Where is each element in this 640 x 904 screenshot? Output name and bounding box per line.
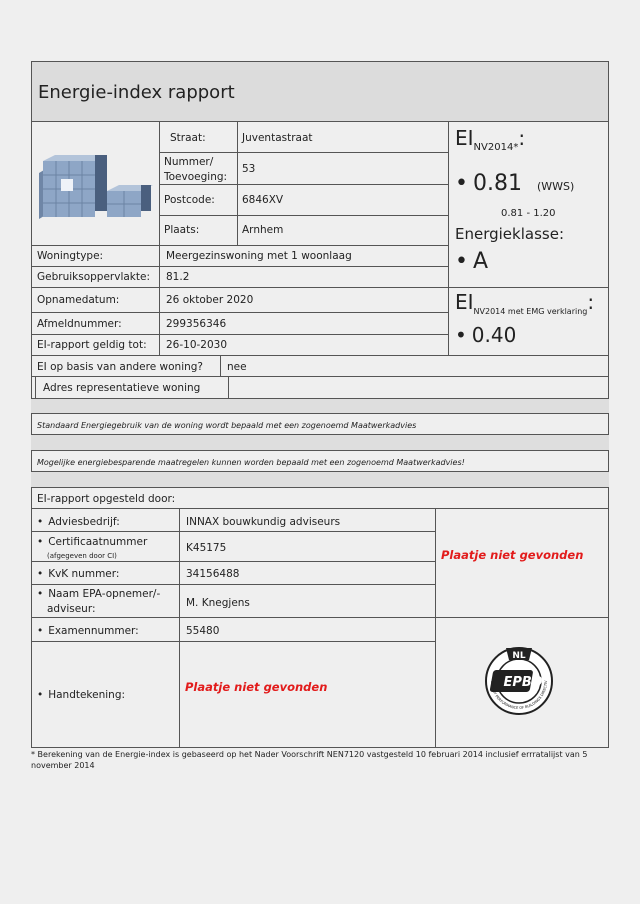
oppervlakte-value: 81.2 — [166, 271, 190, 283]
geldig-value: 26-10-2030 — [166, 339, 228, 351]
straat-value: Juventastraat — [242, 132, 313, 144]
ei-unit: (WWS) — [536, 180, 575, 193]
oppervlakte-label: Gebruiksoppervlakte: — [37, 271, 150, 283]
svg-text:ENERGY PERFORMANCE OF BUILDING: ENERGY PERFORMANCE OF BUILDINGS DIRECTIV — [489, 680, 549, 711]
footer-line-1: * Berekening van de Energie-index is gebaseerd op het Nader Voorschrift NEN7120 vastgesteld 10 februari 2014 inclusief errratalijst van 5 — [31, 750, 588, 759]
handtekening-label: • Handtekening: — [37, 688, 125, 702]
woningtype-value: Meergezinswoning met 1 woonlaag — [166, 250, 352, 262]
nummer-label-2: Toevoeging: — [164, 171, 228, 183]
spacer-row — [31, 472, 609, 487]
andere-woning-label: EI op basis van andere woning? — [37, 361, 204, 373]
svg-text:EPBD: EPBD — [503, 675, 543, 690]
naam-value: M. Knegjens — [186, 597, 250, 609]
spacer-row — [31, 399, 609, 413]
adviesbedrijf-value: INNAX bouwkundig adviseurs — [186, 516, 341, 528]
naam-label-2: adviseur: — [47, 603, 96, 615]
energieklasse-value: A — [472, 249, 489, 274]
nummer-label-1: Nummer/ — [164, 156, 214, 168]
certificaat-label: • Certificaatnummer — [37, 535, 147, 549]
report-title: Energie-index rapport — [38, 82, 235, 103]
spacer-row — [31, 435, 609, 450]
energieklasse-row — [455, 249, 488, 275]
plaatje-niet-gevonden-1: Plaatje niet gevonden — [441, 548, 584, 562]
andere-woning-value: nee — [227, 361, 247, 373]
certificaat-value: K45175 — [186, 542, 227, 554]
nummer-value: 53 — [242, 163, 256, 175]
plaats-label: Plaats: — [164, 224, 200, 236]
examen-label: • Examennummer: — [37, 624, 139, 638]
opnamedatum-value: 26 oktober 2020 — [166, 294, 254, 306]
afmeldnummer-label: Afmeldnummer: — [37, 318, 122, 330]
epbd-logo — [483, 638, 557, 720]
ei-value: 0.81 — [472, 171, 522, 196]
plaatje-niet-gevonden-2: Plaatje niet gevonden — [185, 680, 328, 694]
woningtype-label: Woningtype: — [37, 250, 104, 262]
maatregelen-note: Mogelijke energiebesparende maatregelen kunnen worden bepaald met een zogenoemd Maatwerkadvies! — [37, 458, 465, 467]
kvk-label: • KvK nummer: — [37, 567, 119, 581]
straat-label: Straat: — [170, 132, 206, 144]
ei-emg-heading: $EI_{NV2014 met EMG verklaring}$: — [455, 290, 595, 316]
postcode-value: 6846XV — [242, 194, 284, 206]
adres-rep-label: Adres representatieve woning — [43, 382, 201, 394]
footer-line-2: november 2014 — [31, 761, 95, 770]
ei-value-row — [455, 171, 574, 200]
energieklasse-label: Energieklasse: — [455, 225, 564, 243]
ei-heading: $EI_{NV2014*}$: — [455, 126, 526, 153]
ei-range: 0.81 - 1.20 — [501, 208, 556, 219]
geldig-label: EI-rapport geldig tot: — [37, 339, 147, 351]
ei-emg-value: 0.40 — [471, 323, 517, 347]
naam-label-1: • Naam EPA-opnemer/- — [37, 587, 160, 601]
building-image — [39, 155, 159, 225]
postcode-label: Postcode: — [164, 194, 215, 206]
opnamedatum-label: Opnamedatum: — [37, 294, 120, 306]
opgesteld-title: EI-rapport opgesteld door: — [37, 493, 176, 505]
kvk-value: 34156488 — [186, 568, 240, 580]
adviesbedrijf-label: • Adviesbedrijf: — [37, 515, 120, 529]
plaats-value: Arnhem — [242, 224, 284, 236]
standaard-note: Standaard Energiegebruik van de woning wordt bepaald met een zogenoemd Maatwerkadvies — [37, 421, 417, 430]
svg-text:NL: NL — [512, 651, 526, 661]
report-sheet — [31, 61, 609, 748]
examen-value: 55480 — [186, 625, 220, 637]
certificaat-sublabel: (afgegeven door CI) — [47, 552, 117, 560]
afmeldnummer-value: 299356346 — [166, 318, 227, 330]
ei-emg-row — [455, 323, 516, 347]
